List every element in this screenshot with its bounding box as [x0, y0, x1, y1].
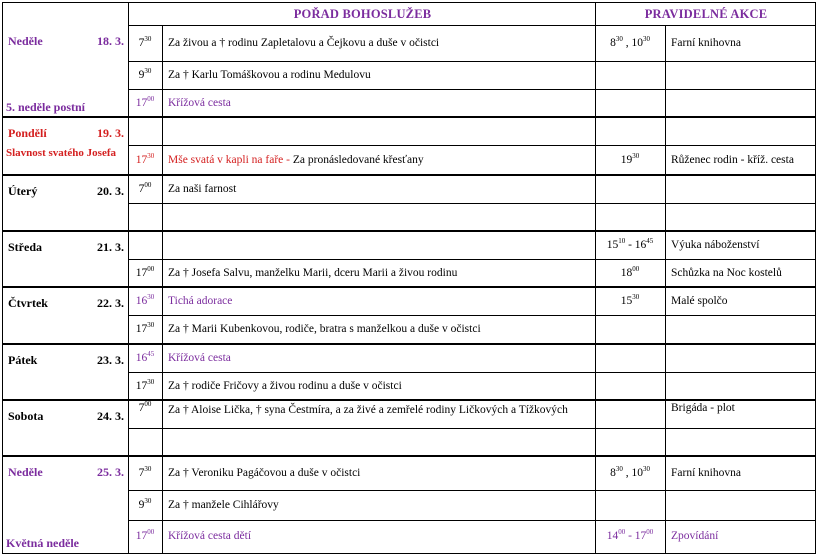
- grid-line: [595, 117, 596, 175]
- grid-line: [815, 2, 816, 554]
- event-name: Malé spolčo: [671, 295, 728, 307]
- event-name: Farní knihovna: [671, 467, 741, 479]
- day-name: Pondělí: [8, 126, 47, 140]
- event-name: Brigáda - plot: [671, 402, 735, 414]
- day-name: Neděle: [8, 465, 43, 479]
- grid-line: [128, 89, 815, 90]
- grid-line: [162, 456, 163, 553]
- day-name: Pátek: [8, 353, 38, 367]
- grid-line: [128, 456, 129, 553]
- grid-line: [128, 490, 815, 491]
- service-intention: Za † Karlu Tomáškovou a rodinu Medulovu: [168, 69, 371, 81]
- service-intention: Za † Veroniku Pagáčovou a duše v očistci: [168, 467, 361, 479]
- event-name: Výuka náboženství: [671, 239, 760, 251]
- day-name: Čtvrtek: [8, 296, 48, 310]
- service-intention: Za † rodiče Fričovy a živou rodinu a duše v očistci: [168, 380, 402, 392]
- grid-line: [128, 25, 129, 117]
- day-date: 19. 3.: [97, 126, 124, 140]
- grid-line: [128, 2, 129, 25]
- grid-line: [128, 117, 129, 175]
- event-time: $14^{00} - 17^{00}$: [606, 528, 654, 542]
- grid-line: [665, 456, 666, 553]
- day-date: 20. 3.: [97, 184, 124, 198]
- day-name: Neděle: [8, 34, 43, 48]
- grid-line: [162, 25, 163, 117]
- grid-line: [665, 117, 666, 175]
- grid-line: [2, 343, 816, 345]
- event-name: Zpovídání: [671, 530, 719, 542]
- grid-line: [128, 428, 815, 429]
- service-time: $7^{30}$: [138, 465, 152, 479]
- grid-line: [128, 203, 815, 204]
- intention-segment: Za pronásledované křesťany: [292, 154, 424, 166]
- grid-line: [2, 455, 816, 457]
- event-name: Růženec rodin - kříž. cesta: [671, 154, 794, 166]
- service-time: $17^{30}$: [135, 321, 155, 335]
- grid-line: [2, 116, 816, 118]
- service-intention: Křížová cesta dětí: [168, 530, 252, 542]
- day-date: 22. 3.: [97, 296, 124, 310]
- grid-line: [2, 286, 816, 288]
- grid-line: [2, 399, 816, 401]
- service-time: $7^{30}$: [138, 35, 152, 49]
- day-date: 24. 3.: [97, 409, 124, 423]
- service-time: $16^{30}$: [135, 293, 155, 307]
- service-intention: Za živou a † rodinu Zapletalovu a Čejkovu a duše v očistci: [168, 37, 440, 49]
- service-time: $9^{30}$: [138, 67, 152, 81]
- service-time: $16^{45}$: [135, 350, 155, 364]
- grid-line: [595, 2, 596, 25]
- day-name: Sobota: [8, 409, 44, 423]
- day-note: 5. neděle postní: [6, 100, 86, 114]
- event-time: $15^{10} - 16^{45}$: [606, 237, 654, 251]
- grid-line: [595, 25, 596, 117]
- service-intention: Za naši farnost: [168, 183, 237, 195]
- service-time: $9^{30}$: [138, 497, 152, 511]
- intention-segment: -: [283, 154, 293, 166]
- service-intention: Křížová cesta: [168, 352, 231, 364]
- day-note: Květná neděle: [6, 536, 79, 550]
- grid-line: [595, 456, 596, 553]
- service-intention: Tichá adorace: [168, 295, 233, 307]
- day-date: 23. 3.: [97, 353, 124, 367]
- service-time: $7^{00}$: [138, 181, 152, 195]
- grid-line: [128, 25, 815, 26]
- grid-line: [128, 259, 815, 260]
- grid-line: [128, 520, 815, 521]
- header-events: PRAVIDELNÉ AKCE: [644, 7, 768, 21]
- day-date: 21. 3.: [97, 240, 124, 254]
- service-intention: Za † Aloise Lička, † syna Čestmíra, a za živé a zemřelé rodiny Ličkových a Tížkových: [168, 404, 568, 416]
- day-note: Slavnost svatého Josefa: [6, 147, 117, 159]
- grid-line: [128, 372, 815, 373]
- service-intention: Za † manžele Cihlářovy: [168, 499, 279, 511]
- service-time: $17^{00}$: [135, 95, 155, 109]
- grid-line: [128, 315, 815, 316]
- service-time: $17^{00}$: [135, 265, 155, 279]
- header-main: POŘAD BOHOSLUŽEB: [293, 7, 432, 21]
- service-time: $17^{00}$: [135, 528, 155, 542]
- grid-line: [128, 145, 815, 146]
- day-date: 25. 3.: [97, 465, 124, 479]
- day-name: Středa: [8, 240, 42, 254]
- day-date: 18. 3.: [97, 34, 124, 48]
- grid-line: [2, 2, 816, 3]
- service-time: $17^{30}$: [135, 378, 155, 392]
- event-time: $15^{30}$: [620, 293, 640, 307]
- service-intention: [168, 154, 591, 167]
- grid-line: [665, 25, 666, 117]
- event-name: Farní knihovna: [671, 37, 741, 49]
- grid-line: [162, 117, 163, 175]
- grid-line: [2, 553, 816, 554]
- grid-line: [2, 2, 3, 554]
- event-name: Schůzka na Noc kostelů: [671, 267, 782, 279]
- grid-line: [128, 61, 815, 62]
- grid-line: [2, 230, 816, 232]
- intention-segment: Mše svatá v kapli na faře: [168, 154, 284, 166]
- service-time: $17^{30}$: [135, 152, 155, 166]
- event-time: $8^{30}$ , $10^{30}$: [610, 35, 650, 49]
- service-time: $7^{00}$: [138, 400, 152, 414]
- service-intention: Za † Josefa Salvu, manželku Marii, dceru Marii a živou rodinu: [168, 267, 458, 279]
- event-time: $18^{00}$: [620, 265, 640, 279]
- day-name: Úterý: [8, 184, 38, 198]
- event-time: $19^{30}$: [620, 152, 640, 166]
- grid-line: [2, 174, 816, 176]
- service-intention: Za † Marii Kubenkovou, rodiče, bratra s manželkou a duše v očistci: [168, 323, 481, 335]
- event-time: $8^{30}$ , $10^{30}$: [610, 465, 650, 479]
- service-intention: Křížová cesta: [168, 97, 231, 109]
